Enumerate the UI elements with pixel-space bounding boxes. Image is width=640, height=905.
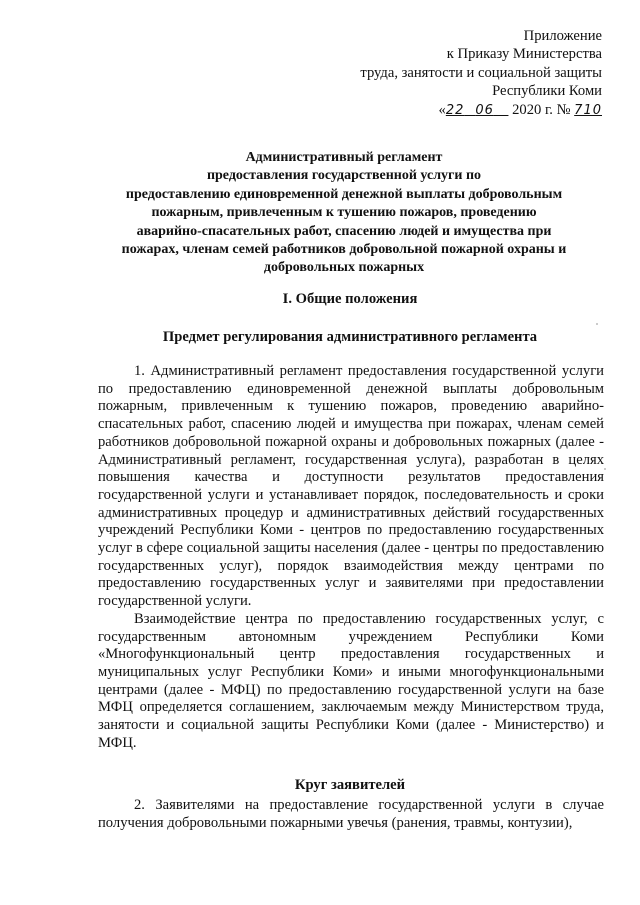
body-text-1 <box>98 363 604 752</box>
attachment-line-1: Приложение <box>523 28 602 44</box>
paragraph-1: 1. Административный регламент предоставления государственной услуги по предоставлению единовременной денежной выплаты добровольным пожарным, привлеченным к тушению пожаров, проведению аварийно-спасательных работ, спасению людей и имущества при пожарах, членам семей работников добровольной пожарной охраны и добровольных пожарных (далее - Административный регламент, государственная услуга), разработан в целях повышения качества и доступности результатов предоставления государственной услуги и устанавливает порядок, последовательность и сроки административных процедур и административных действий государственных учреждений Республики Коми - центров по предоставлению государственных услуг в сфере социальной защиты населения (далее - центры по предоставлению государственных услуг), порядок взаимодействия между центрами по предоставлению государственных услуг и заявителями при предоставлении государственной услуги. <box>98 363 604 610</box>
paragraph-2: Взаимодействие центра по предоставлению государственных услуг, с государственным автономным учреждением Республики Коми «Многофункциональный центр предоставления государственных и муниципальных услуг Республики Коми» и иными многофункциональными центрами (далее - МФЦ) по предоставлению государственной услуги на базе МФЦ определяется соглашением, заключаемым между Министерством труда, занятости и социальной защиты Республики Коми (далее - Министерство) и МФЦ. <box>98 610 604 751</box>
title-line-6: пожарах, членам семей работников добровольной пожарной охраны и <box>121 242 567 258</box>
title-line-2: предоставления государственной услуги по <box>206 168 482 184</box>
attachment-line-4: Республики Коми <box>492 83 602 100</box>
section-heading: I. Общие положения <box>282 291 418 307</box>
date-year-number-label: 2020 г. № <box>512 101 571 118</box>
subheading-applicants: Круг заявителей <box>294 777 406 793</box>
attachment-block <box>302 27 602 120</box>
title-line-5: аварийно-спасательных работ, спасению людей и имущества при <box>136 223 552 239</box>
scan-speck <box>604 468 606 470</box>
date-open-quote: « <box>438 101 446 118</box>
handwritten-day: 22 <box>445 102 465 118</box>
attachment-date-line <box>302 101 602 120</box>
title-line-1: Административный регламент <box>245 150 443 165</box>
attachment-line-2: к Приказу Министерства <box>446 46 602 63</box>
title-line-3: предоставлению единовременной денежной выплаты добровольным <box>125 186 563 202</box>
date-gap-1 <box>464 102 475 118</box>
attachment-line-3: труда, занятости и социальной защиты <box>360 64 602 81</box>
title-line-4: пожарным, привлеченным к тушению пожаров, проведению <box>151 205 537 221</box>
paragraph-3: 2. Заявителями на предоставление государственной услуги в случае получения добровольными пожарными увечья (ранения, травмы, контузии), <box>98 797 604 831</box>
title-line-7: добровольных пожарных <box>263 260 425 276</box>
handwritten-order-number: 710 <box>574 102 602 118</box>
body-text-2 <box>98 796 604 832</box>
document-title <box>120 149 568 278</box>
date-gap-2 <box>494 102 509 118</box>
handwritten-month: 06 <box>475 102 494 118</box>
subheading-subject: Предмет регулирования административного регламента <box>162 329 538 345</box>
scan-speck <box>596 323 598 325</box>
